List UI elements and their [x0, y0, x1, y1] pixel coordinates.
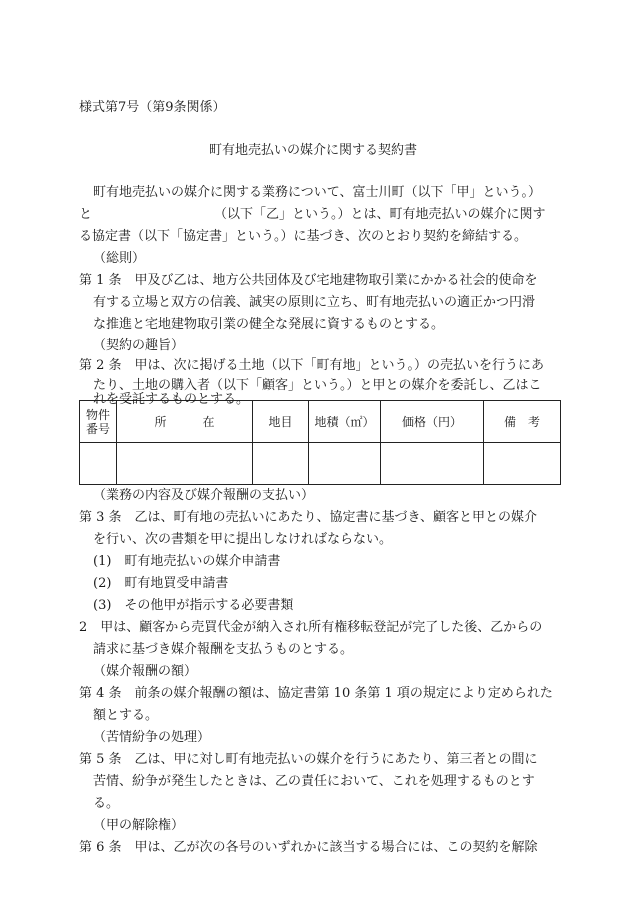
article-3-para-2-line-2: 請求に基づき媒介報酬を支払うものとする。: [93, 642, 354, 657]
article-5-line-2: 苦情、紛争が発生したときは、乙の責任において、これを処理するものとす: [93, 774, 535, 789]
cell-property-no: [80, 443, 117, 485]
document-title: 町有地売払いの媒介に関する契約書: [209, 143, 418, 158]
cell-remarks: [484, 443, 561, 485]
form-number: 様式第7号（第9条関係）: [79, 100, 226, 115]
header-price: 価格（円）: [381, 401, 484, 443]
header-property-no-1: 物件: [85, 407, 110, 422]
cell-location: [117, 443, 253, 485]
header-remarks: 備 考: [484, 401, 561, 443]
article-3-item-1: (1) 町有地売払いの媒介申請書: [93, 554, 281, 569]
article-6-heading: （甲の解除権）: [93, 818, 185, 833]
article-4-line-2: 額とする。: [93, 708, 159, 723]
article-2-line-3: れを受託するものとする。: [93, 392, 250, 407]
preamble-line-2-rest: （以下「乙」という。）とは、町有地売払いの媒介に関す: [214, 207, 546, 222]
article-3-para-2-line-1: 2 甲は、顧客から売買代金が納入され所有権移転登記が完了した後、乙からの: [79, 620, 543, 635]
article-5-line-1: 第 5 条 乙は、甲に対し町有地売払いの媒介を行うにあたり、第三者との間に: [79, 752, 538, 767]
cell-area: [309, 443, 381, 485]
preamble-line-3: る協定書（以下「協定書」という。）に基づき、次のとおり契約を締結する。: [79, 229, 527, 244]
article-1-line-2: 有する立場と双方の信義、誠実の原則に立ち、町有地売払いの適正かつ円滑: [93, 295, 536, 310]
article-2-heading: （契約の趣旨）: [93, 338, 185, 353]
property-table: [79, 400, 561, 485]
header-land-category: 地目: [253, 401, 309, 443]
preamble-line-2: [79, 207, 546, 223]
article-4-line-1: 第 4 条 前条の媒介報酬の額は、協定書第 10 条第 1 項の規定により定められた: [79, 686, 553, 701]
article-2-line-1: 第 2 条 甲は、次に掲げる土地（以下「町有地」という。）の売払いを行うにあ: [79, 358, 545, 373]
header-property-no-2: 番号: [85, 421, 110, 436]
article-3-heading: （業務の内容及び媒介報酬の支払い）: [93, 488, 315, 503]
article-3-line-1: 第 3 条 乙は、町有地の売払いにあたり、協定書に基づき、顧客と甲との媒介: [79, 510, 538, 525]
article-2-line-2: たり、土地の購入者（以下「顧客」という。）と甲との媒介を委託し、乙はこ: [93, 378, 542, 393]
article-5-heading: （苦情紛争の処理）: [93, 730, 211, 745]
preamble-to: と: [79, 207, 93, 222]
cell-land-category: [253, 443, 309, 485]
article-1-heading: （総則）: [93, 251, 146, 266]
article-4-heading: （媒介報酬の額）: [93, 664, 198, 679]
article-1-line-1: 第 1 条 甲及び乙は、地方公共団体及び宅地建物取引業にかかる社会的使命を: [79, 273, 538, 288]
article-3-item-3: (3) その他甲が指示する必要書類: [93, 598, 294, 613]
cell-price: [381, 443, 484, 485]
article-3-line-2: を行い、次の書類を甲に提出しなければならない。: [93, 532, 393, 547]
article-3-item-2: (2) 町有地買受申請書: [93, 576, 229, 591]
article-5-line-3: る。: [93, 796, 120, 811]
preamble-line-1: 町有地売払いの媒介に関する業務について、富士川町（以下「甲」という。）: [93, 185, 541, 200]
article-6-line-1: 第 6 条 甲は、乙が次の各号のいずれかに該当する場合には、この契約を解除: [79, 840, 538, 855]
table-row: [80, 443, 561, 485]
article-1-line-3: な推進と宅地建物取引業の健全な発展に資するものとする。: [93, 317, 445, 332]
header-location: 所 在: [117, 401, 253, 443]
header-area: 地積（㎡）: [309, 401, 381, 443]
